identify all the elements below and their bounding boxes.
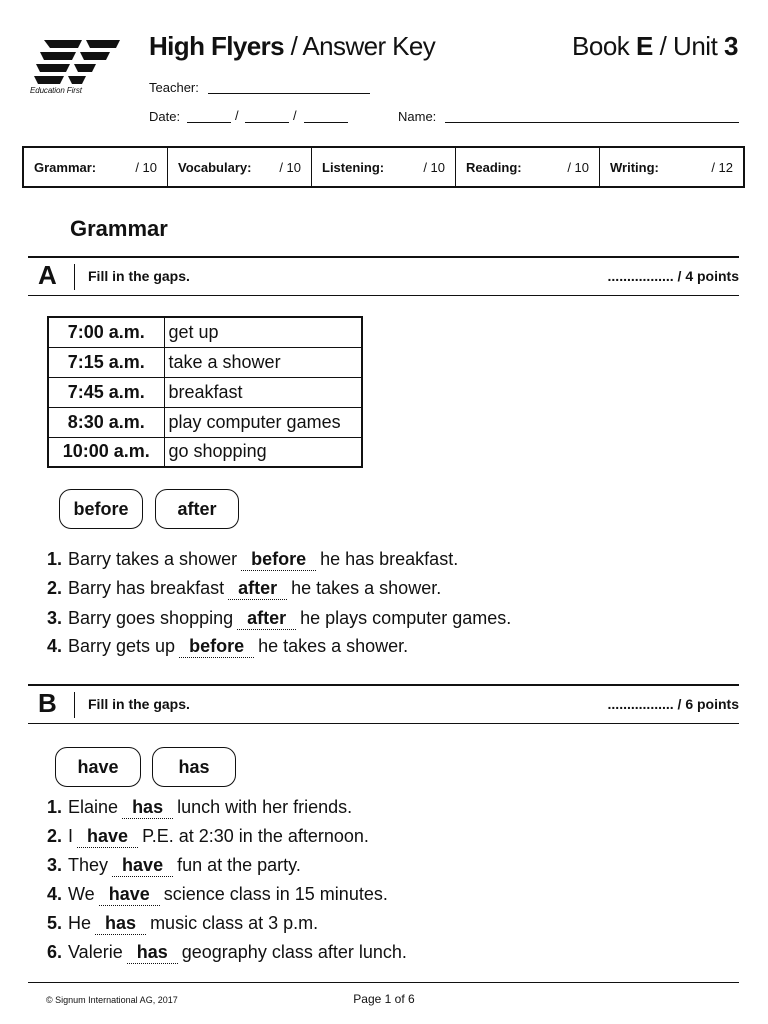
table-row [48, 407, 362, 437]
activity-cell: play computer games [164, 407, 362, 437]
score-cell-writing [600, 148, 743, 186]
book-prefix: Book [572, 31, 637, 61]
score-cell-vocabulary [168, 148, 312, 186]
question-b4 [47, 884, 388, 906]
question-text: lunch with her friends. [177, 797, 353, 817]
date-month-field[interactable] [245, 122, 289, 123]
word-bank-before: before [59, 489, 143, 529]
answer: have [77, 826, 138, 848]
question-number: 4. [47, 636, 63, 656]
question-b2 [47, 826, 369, 848]
divider [74, 264, 75, 290]
answer: has [127, 942, 178, 964]
divider [74, 692, 75, 718]
question-text: Elaine [68, 797, 119, 817]
part-points: ................. / 4 points [607, 268, 739, 284]
question-number: 1. [47, 549, 63, 569]
question-b1 [47, 797, 352, 819]
book-unit: 3 [724, 31, 738, 61]
activity-cell: breakfast [164, 377, 362, 407]
score-bar [22, 146, 745, 188]
question-a2 [47, 578, 441, 600]
title-rest: / Answer Key [284, 31, 436, 61]
activity-cell: take a shower [164, 347, 362, 377]
score-label: Listening: [322, 159, 385, 175]
question-text: Valerie [68, 942, 123, 962]
teacher-field[interactable] [208, 93, 370, 94]
answer: has [95, 913, 146, 935]
question-number: 1. [47, 797, 63, 817]
question-text: P.E. at 2:30 in the afternoon. [142, 826, 369, 846]
activity-cell: get up [164, 317, 362, 347]
question-text: Barry has breakfast [68, 578, 225, 598]
question-text: he takes a shower. [291, 578, 442, 598]
score-cell-grammar [24, 148, 168, 186]
question-number: 3. [47, 855, 63, 875]
time-cell: 8:30 a.m. [48, 407, 164, 437]
part-letter: B [38, 688, 57, 718]
date-slash: / [235, 108, 239, 123]
answer: after [228, 578, 287, 600]
question-text: We [68, 884, 95, 904]
question-text: he takes a shower. [258, 636, 409, 656]
book-mid: / Unit [652, 31, 725, 61]
score-max: / 10 [135, 159, 157, 175]
score-label: Grammar: [34, 159, 97, 175]
question-text: fun at the party. [177, 855, 301, 875]
page-number: Page 1 of 6 [353, 992, 415, 1006]
footer-divider [28, 982, 739, 983]
book-unit-label [572, 31, 738, 62]
question-b3 [47, 855, 301, 877]
date-year-field[interactable] [304, 122, 348, 123]
answer: have [99, 884, 160, 906]
question-text: Barry takes a shower [68, 549, 238, 569]
time-cell: 7:45 a.m. [48, 377, 164, 407]
part-instruction: Fill in the gaps. [88, 268, 190, 284]
word-bank-have: have [55, 747, 141, 787]
score-cell-listening [312, 148, 456, 186]
question-text: Barry goes shopping [68, 608, 234, 628]
score-max: / 12 [711, 159, 733, 175]
question-a4 [47, 636, 408, 658]
question-a1 [47, 549, 458, 571]
question-number: 2. [47, 826, 63, 846]
question-text: I [68, 826, 74, 846]
date-slash: / [293, 108, 297, 123]
name-field[interactable] [445, 122, 739, 123]
score-label: Reading: [466, 159, 522, 175]
score-max: / 10 [567, 159, 589, 175]
word-bank-after: after [155, 489, 239, 529]
answer: has [122, 797, 173, 819]
date-label: Date: [149, 109, 181, 124]
title-bold: High Flyers [149, 31, 284, 61]
answer: after [237, 608, 296, 630]
table-row [48, 377, 362, 407]
question-number: 2. [47, 578, 63, 598]
page-title [149, 31, 435, 62]
question-text: He [68, 913, 92, 933]
part-b-header [28, 684, 739, 724]
table-row [48, 347, 362, 377]
table-row [48, 437, 362, 467]
time-cell: 7:00 a.m. [48, 317, 164, 347]
activity-cell: go shopping [164, 437, 362, 467]
teacher-label: Teacher: [149, 80, 199, 95]
logo-caption: Education First [30, 86, 82, 95]
question-text: music class at 3 p.m. [150, 913, 319, 933]
question-text: They [68, 855, 109, 875]
question-text: he plays computer games. [300, 608, 512, 628]
answer: have [112, 855, 173, 877]
part-points: ................. / 6 points [607, 696, 739, 712]
section-title: Grammar [70, 216, 168, 241]
question-text: Barry gets up [68, 636, 176, 656]
time-cell: 7:15 a.m. [48, 347, 164, 377]
question-number: 4. [47, 884, 63, 904]
answer: before [241, 549, 316, 571]
answer: before [179, 636, 254, 658]
name-label: Name: [398, 109, 437, 124]
book-letter: E [636, 31, 653, 61]
question-text: he has breakfast. [320, 549, 459, 569]
question-number: 5. [47, 913, 63, 933]
question-a3 [47, 608, 511, 630]
question-b6 [47, 942, 407, 964]
score-label: Vocabulary: [178, 159, 252, 175]
score-label: Writing: [610, 159, 659, 175]
question-number: 3. [47, 608, 63, 628]
question-text: science class in 15 minutes. [163, 884, 388, 904]
date-day-field[interactable] [187, 122, 231, 123]
time-cell: 10:00 a.m. [48, 437, 164, 467]
question-b5 [47, 913, 318, 935]
schedule-table [47, 316, 363, 468]
copyright: © Signum International AG, 2017 [46, 995, 178, 1005]
score-max: / 10 [423, 159, 445, 175]
table-row [48, 317, 362, 347]
word-bank-has: has [152, 747, 236, 787]
part-instruction: Fill in the gaps. [88, 696, 190, 712]
question-number: 6. [47, 942, 63, 962]
question-text: geography class after lunch. [181, 942, 407, 962]
score-cell-reading [456, 148, 600, 186]
part-letter: A [38, 260, 57, 290]
score-max: / 10 [279, 159, 301, 175]
part-a-header [28, 256, 739, 296]
